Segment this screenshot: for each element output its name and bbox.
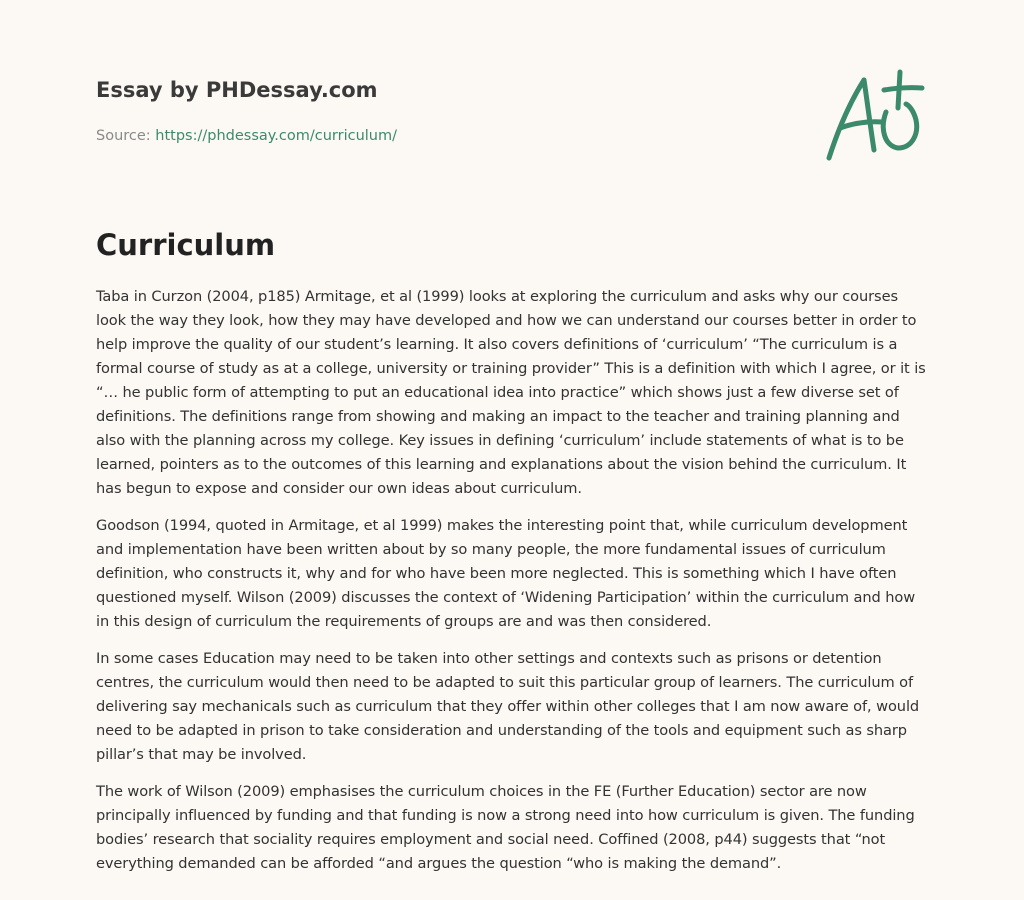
a-plus-logo-icon: [820, 68, 930, 168]
source-label: Source:: [96, 128, 156, 144]
source-link[interactable]: https://phdessay.com/curriculum/: [155, 128, 398, 144]
source-line: [96, 126, 796, 146]
article-title: Curriculum: [96, 228, 276, 262]
article-paragraph: Goodson (1994, quoted in Armitage, et al 1999) makes the interesting point that, while curriculum development and implementation have been written about by so many people, the more fundamental issues of curriculum definition, who constructs it, why and for who have been more neglected. This is something which I have often questioned myself. Wilson (2009) discusses the context of ‘Widening Participation’ within the curriculum and how in this design of curriculum the requirements of groups are and was then considered.: [96, 517, 916, 630]
article-body: [96, 285, 932, 889]
brand-title: Essay by PHDessay.com: [96, 78, 378, 102]
article-paragraph: Taba in Curzon (2004, p185) Armitage, et al (1999) looks at exploring the curriculum and asks why our courses look the way they look, how they may have developed and how we can understand our courses better in order to help improve the quality of our student’s learning. It also covers definitions of ‘curriculum’ “The curriculum is a formal course of study as at a college, university or training provider” This is a definition with which I agree, or it is “… he public form of attempting to put an educational idea into practice” which shows just a few diverse set of definitions. The definitions range from showing and making an impact to the teacher and training planning and also with the planning across my college. Key issues in defining ‘curriculum’ include statements of what is to be learned, pointers as to the outcomes of this learning and explanations about the vision behind the curriculum. It has begun to expose and consider our own ideas about curriculum.: [96, 288, 926, 497]
article-paragraph: The work of Wilson (2009) emphasises the curriculum choices in the FE (Further Education) sector are now principally influenced by funding and that funding is now a strong need into how curriculum is given. The funding bodies’ research that sociality requires employment and social need. Coffined (2008, p44) suggests that “not everything demanded can be afforded “and argues the question “who is making the demand”.: [96, 783, 915, 872]
essay-header: [96, 76, 796, 146]
article-paragraph: In some cases Education may need to be taken into other settings and contexts such as prisons or detention centres, the curriculum would then need to be adapted to suit this particular group of learners. The curriculum of delivering say mechanicals such as curriculum that they offer within other colleges that I am now aware of, would need to be adapted in prison to take consideration and understanding of the tools and equipment such as sharp pillar’s that may be involved.: [96, 650, 920, 763]
